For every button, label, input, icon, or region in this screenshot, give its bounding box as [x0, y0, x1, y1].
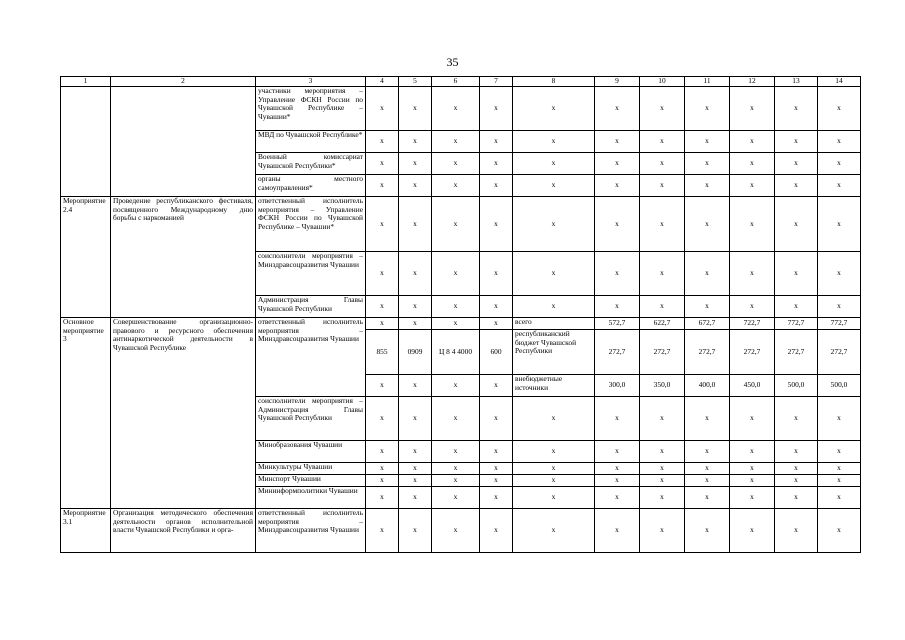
value-cell: 772,7 [775, 318, 818, 330]
value-cell: x [480, 509, 513, 553]
value-cell: x [432, 397, 480, 441]
value-cell: x [640, 487, 685, 509]
value-cell: x [685, 509, 730, 553]
value-cell: x [730, 131, 775, 153]
value-cell: x [432, 296, 480, 318]
value-cell: x [366, 463, 399, 475]
value-cell: x [513, 197, 595, 252]
value-cell: x [399, 175, 432, 197]
event-name-cell: Совершенствование организационно-правового и ресурсного обеспечения антинаркотической деятельности в Чувашской Республике [111, 318, 256, 509]
value-cell: x [432, 509, 480, 553]
value-cell: внебюджетные источники [513, 375, 595, 397]
value-cell: x [480, 441, 513, 463]
header-cell: 14 [818, 77, 861, 87]
event-number-cell: Основное мероприятие 3 [61, 318, 111, 509]
value-cell: x [513, 487, 595, 509]
value-cell: x [775, 175, 818, 197]
value-cell: x [640, 441, 685, 463]
value-cell: 500,0 [775, 375, 818, 397]
value-cell: x [399, 441, 432, 463]
executor-cell: МВД по Чувашской Республике* [256, 131, 366, 153]
value-cell: x [818, 509, 861, 553]
header-cell: 12 [730, 77, 775, 87]
value-cell: x [595, 397, 640, 441]
value-cell: 350,0 [640, 375, 685, 397]
value-cell: x [818, 131, 861, 153]
value-cell: всего [513, 318, 595, 330]
value-cell: x [775, 197, 818, 252]
value-cell: 572,7 [595, 318, 640, 330]
value-cell: x [730, 197, 775, 252]
value-cell: x [640, 252, 685, 296]
value-cell: x [818, 175, 861, 197]
value-cell: x [399, 318, 432, 330]
value-cell: x [480, 397, 513, 441]
value-cell: x [730, 463, 775, 475]
value-cell: x [685, 296, 730, 318]
table-row [61, 318, 861, 330]
value-cell: x [399, 197, 432, 252]
value-cell: x [775, 296, 818, 318]
value-cell: x [640, 509, 685, 553]
page-number: 35 [446, 55, 459, 69]
value-cell: x [640, 296, 685, 318]
value-cell: x [730, 509, 775, 553]
event-name-cell [111, 87, 256, 197]
value-cell: 772,7 [818, 318, 861, 330]
value-cell: x [775, 487, 818, 509]
value-cell: x [432, 487, 480, 509]
value-cell: x [595, 153, 640, 175]
executor-cell: соисполнители мероприятия – Минздравсоцразвития Чувашии [256, 252, 366, 296]
header-cell: 9 [595, 77, 640, 87]
value-cell: x [685, 153, 730, 175]
header-cell: 3 [256, 77, 366, 87]
value-cell: x [399, 252, 432, 296]
value-cell: 672,7 [685, 318, 730, 330]
value-cell: x [818, 475, 861, 487]
value-cell: x [775, 397, 818, 441]
value-cell: x [775, 153, 818, 175]
value-cell: x [432, 375, 480, 397]
value-cell: x [399, 87, 432, 131]
value-cell: 272,7 [730, 330, 775, 375]
program-table [60, 76, 861, 553]
value-cell: x [685, 87, 730, 131]
value-cell: x [480, 296, 513, 318]
value-cell: x [730, 397, 775, 441]
value-cell: x [399, 397, 432, 441]
value-cell: Ц 8 4 4000 [432, 330, 480, 375]
value-cell: x [775, 509, 818, 553]
value-cell: x [595, 509, 640, 553]
value-cell: x [595, 441, 640, 463]
value-cell: x [595, 197, 640, 252]
executor-cell: Минспорт Чувашии [256, 475, 366, 487]
value-cell: x [730, 441, 775, 463]
header-cell: 5 [399, 77, 432, 87]
value-cell: x [685, 197, 730, 252]
value-cell: x [432, 153, 480, 175]
value-cell: x [775, 475, 818, 487]
value-cell: x [399, 487, 432, 509]
value-cell: x [775, 252, 818, 296]
executor-cell: Минобразования Чувашии [256, 441, 366, 463]
value-cell: x [640, 153, 685, 175]
value-cell: x [595, 463, 640, 475]
value-cell: 622,7 [640, 318, 685, 330]
executor-cell: Военный комиссариат Чувашской Республики* [256, 153, 366, 175]
value-cell: x [685, 175, 730, 197]
value-cell: x [366, 153, 399, 175]
value-cell: x [818, 296, 861, 318]
value-cell: x [513, 87, 595, 131]
value-cell: x [432, 87, 480, 131]
value-cell: x [730, 153, 775, 175]
executor-cell: Мининформполитики Чувашии [256, 487, 366, 509]
value-cell: x [640, 197, 685, 252]
value-cell: x [685, 131, 730, 153]
value-cell: 300,0 [595, 375, 640, 397]
executor-cell: Администрация Главы Чувашской Республики [256, 296, 366, 318]
header-cell: 7 [480, 77, 513, 87]
value-cell: x [513, 131, 595, 153]
value-cell: x [399, 296, 432, 318]
value-cell: x [366, 397, 399, 441]
value-cell: x [685, 475, 730, 487]
header-cell: 4 [366, 77, 399, 87]
executor-cell: ответственный исполнитель мероприятия – Минздравсоцразвития Чувашии [256, 318, 366, 397]
value-cell: x [818, 487, 861, 509]
value-cell: республиканский бюджет Чувашской Республики [513, 330, 595, 375]
event-number-cell: Мероприятие 2.4 [61, 197, 111, 318]
value-cell: x [818, 397, 861, 441]
value-cell: x [685, 441, 730, 463]
value-cell: x [432, 318, 480, 330]
value-cell: x [513, 296, 595, 318]
table-row [61, 509, 861, 553]
value-cell: 272,7 [595, 330, 640, 375]
value-cell: x [775, 87, 818, 131]
value-cell: x [366, 487, 399, 509]
event-name-cell: Проведение республиканского фестиваля, посвященного Международному дню борьбы с наркоманией [111, 197, 256, 318]
value-cell: 855 [366, 330, 399, 375]
value-cell: x [685, 252, 730, 296]
value-cell: x [480, 197, 513, 252]
value-cell: x [513, 153, 595, 175]
header-cell: 2 [111, 77, 256, 87]
value-cell: x [640, 131, 685, 153]
value-cell: x [513, 509, 595, 553]
value-cell: x [480, 131, 513, 153]
value-cell: x [432, 175, 480, 197]
value-cell: x [513, 441, 595, 463]
table-row [61, 197, 861, 252]
value-cell: 450,0 [730, 375, 775, 397]
executor-cell: соисполнители мероприятия – Администрация Главы Чувашской Республики [256, 397, 366, 441]
value-cell: x [399, 375, 432, 397]
executor-cell: ответственный исполнитель мероприятия – Управление ФСКН России по Чувашской Республике – Чувашии* [256, 197, 366, 252]
value-cell: x [818, 463, 861, 475]
value-cell: x [685, 397, 730, 441]
value-cell: x [366, 441, 399, 463]
value-cell: x [480, 375, 513, 397]
header-cell: 6 [432, 77, 480, 87]
value-cell: x [595, 475, 640, 487]
value-cell: x [399, 153, 432, 175]
executor-cell: Минкультуры Чувашии [256, 463, 366, 475]
value-cell: x [595, 87, 640, 131]
value-cell: x [480, 463, 513, 475]
value-cell: 272,7 [640, 330, 685, 375]
value-cell: x [513, 475, 595, 487]
value-cell: x [818, 87, 861, 131]
value-cell: 272,7 [685, 330, 730, 375]
value-cell: x [480, 175, 513, 197]
value-cell: x [480, 475, 513, 487]
value-cell: x [480, 487, 513, 509]
value-cell: x [595, 175, 640, 197]
value-cell: x [480, 252, 513, 296]
value-cell: x [513, 397, 595, 441]
value-cell: x [685, 487, 730, 509]
value-cell: x [432, 475, 480, 487]
value-cell: x [366, 131, 399, 153]
value-cell: x [366, 509, 399, 553]
value-cell: x [366, 175, 399, 197]
value-cell: x [640, 475, 685, 487]
header-cell: 8 [513, 77, 595, 87]
value-cell: x [513, 463, 595, 475]
value-cell: x [640, 463, 685, 475]
value-cell: 272,7 [818, 330, 861, 375]
value-cell: x [432, 131, 480, 153]
value-cell: x [366, 318, 399, 330]
value-cell: x [730, 175, 775, 197]
header-cell: 11 [685, 77, 730, 87]
value-cell: x [640, 397, 685, 441]
value-cell: x [595, 252, 640, 296]
value-cell: x [432, 463, 480, 475]
value-cell: x [432, 197, 480, 252]
value-cell: x [818, 252, 861, 296]
value-cell: x [775, 463, 818, 475]
value-cell: 0909 [399, 330, 432, 375]
header-cell: 13 [775, 77, 818, 87]
value-cell: x [432, 252, 480, 296]
value-cell: x [513, 175, 595, 197]
value-cell: x [480, 87, 513, 131]
value-cell: x [480, 153, 513, 175]
value-cell: 500,0 [818, 375, 861, 397]
value-cell: x [399, 475, 432, 487]
value-cell: x [366, 197, 399, 252]
value-cell: 722,7 [730, 318, 775, 330]
header-row [61, 77, 861, 87]
value-cell: x [730, 475, 775, 487]
value-cell: x [640, 87, 685, 131]
value-cell: x [480, 318, 513, 330]
value-cell: x [366, 296, 399, 318]
value-cell: x [730, 87, 775, 131]
value-cell: x [730, 252, 775, 296]
value-cell: x [730, 487, 775, 509]
executor-cell: участники мероприятия – Управление ФСКН России по Чувашской Республике – Чувашии* [256, 87, 366, 131]
value-cell: x [730, 296, 775, 318]
value-cell: x [399, 463, 432, 475]
header-cell: 10 [640, 77, 685, 87]
event-number-cell [61, 87, 111, 197]
value-cell: x [818, 441, 861, 463]
value-cell: x [595, 487, 640, 509]
value-cell: x [513, 252, 595, 296]
value-cell: x [366, 475, 399, 487]
value-cell: x [366, 252, 399, 296]
value-cell: 400,0 [685, 375, 730, 397]
value-cell: x [399, 131, 432, 153]
header-cell: 1 [61, 77, 111, 87]
value-cell: x [595, 131, 640, 153]
value-cell: x [399, 509, 432, 553]
value-cell: x [685, 463, 730, 475]
value-cell: x [775, 131, 818, 153]
table-row [61, 87, 861, 131]
value-cell: x [366, 87, 399, 131]
value-cell: x [818, 197, 861, 252]
value-cell: 600 [480, 330, 513, 375]
value-cell: x [775, 441, 818, 463]
event-number-cell: Мероприятие 3.1 [61, 509, 111, 553]
value-cell: x [818, 153, 861, 175]
value-cell: 272,7 [775, 330, 818, 375]
executor-cell: органы местного самоуправления* [256, 175, 366, 197]
value-cell: x [366, 375, 399, 397]
value-cell: x [640, 175, 685, 197]
executor-cell: ответственный исполнитель мероприятия – Минздравсоцразвития Чувашии [256, 509, 366, 553]
value-cell: x [595, 296, 640, 318]
event-name-cell: Организация методического обеспечения деятельности органов исполнительной власти Чувашской Республики и орга- [111, 509, 256, 553]
value-cell: x [432, 441, 480, 463]
